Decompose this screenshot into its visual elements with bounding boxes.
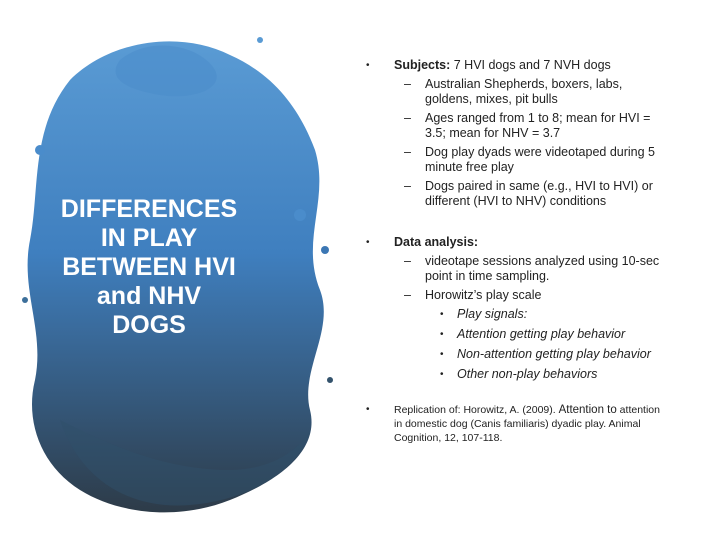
list-item-text: Australian Shepherds, boxers, labs, goldens, mixes, pit bulls [425,77,623,106]
list-item-text: Dogs paired in same (e.g., HVI to HVI) or different (HVI to NHV) conditions [425,179,653,208]
slide-body [360,58,670,449]
slide-title [40,195,258,340]
bullet-icon: • [440,369,444,380]
reference-bullet [360,403,670,445]
analysis-bullet [360,235,670,250]
scale-item [360,327,670,342]
scale-item [360,347,670,362]
scale-item-text: Non-attention getting play behavior [457,347,651,361]
list-item-text: Horowitz’s play scale [425,288,542,302]
scale-item-text: Other non-play behaviors [457,367,598,381]
title-line: DOGS [112,311,186,339]
list-item [360,77,670,107]
title-line: DIFFERENCES [60,195,238,223]
bullet-icon: • [440,329,444,340]
bullet-icon: • [366,60,370,71]
list-item [360,179,670,209]
list-item [360,254,670,284]
dash-icon: – [404,145,411,159]
title-line: BETWEEN HVI [62,253,236,281]
list-item [360,111,670,141]
title-line: and NHV [96,282,202,310]
analysis-label: Data analysis: [394,235,479,249]
subjects-bullet [360,58,670,73]
bullet-icon: • [366,237,370,248]
subjects-label: Subjects: [394,58,451,72]
list-item [360,288,670,303]
subjects-text: 7 HVI dogs and 7 NVH dogs [450,58,611,72]
reference-text: attention in domestic dog (Canis familiaris) dyadic play. Animal Cognition, 12, 107-118. [394,404,660,444]
dash-icon: – [404,254,411,268]
list-item-text: Ages ranged from 1 to 8; mean for HVI = 3.5; mean for NHV = 3.7 [425,111,651,140]
scale-item [360,307,670,322]
dash-icon: – [404,111,411,125]
dash-icon: – [404,77,411,91]
dash-icon: – [404,288,411,302]
dash-icon: – [404,179,411,193]
scale-item-text: Play signals: [457,307,528,321]
reference-text: Replication of: Horowitz, A. (2009). [394,404,559,416]
bullet-icon: • [440,309,444,320]
bullet-icon: • [366,404,370,415]
list-item [360,145,670,175]
title-line: IN PLAY [100,224,198,252]
reference-text: Attention to [558,404,617,416]
scale-item-text: Attention getting play behavior [457,327,626,341]
list-item-text: videotape sessions analyzed using 10-sec point in time sampling. [425,254,660,283]
scale-item [360,367,670,382]
bullet-icon: • [440,349,444,360]
list-item-text: Dog play dyads were videotaped during 5 minute free play [425,145,656,174]
